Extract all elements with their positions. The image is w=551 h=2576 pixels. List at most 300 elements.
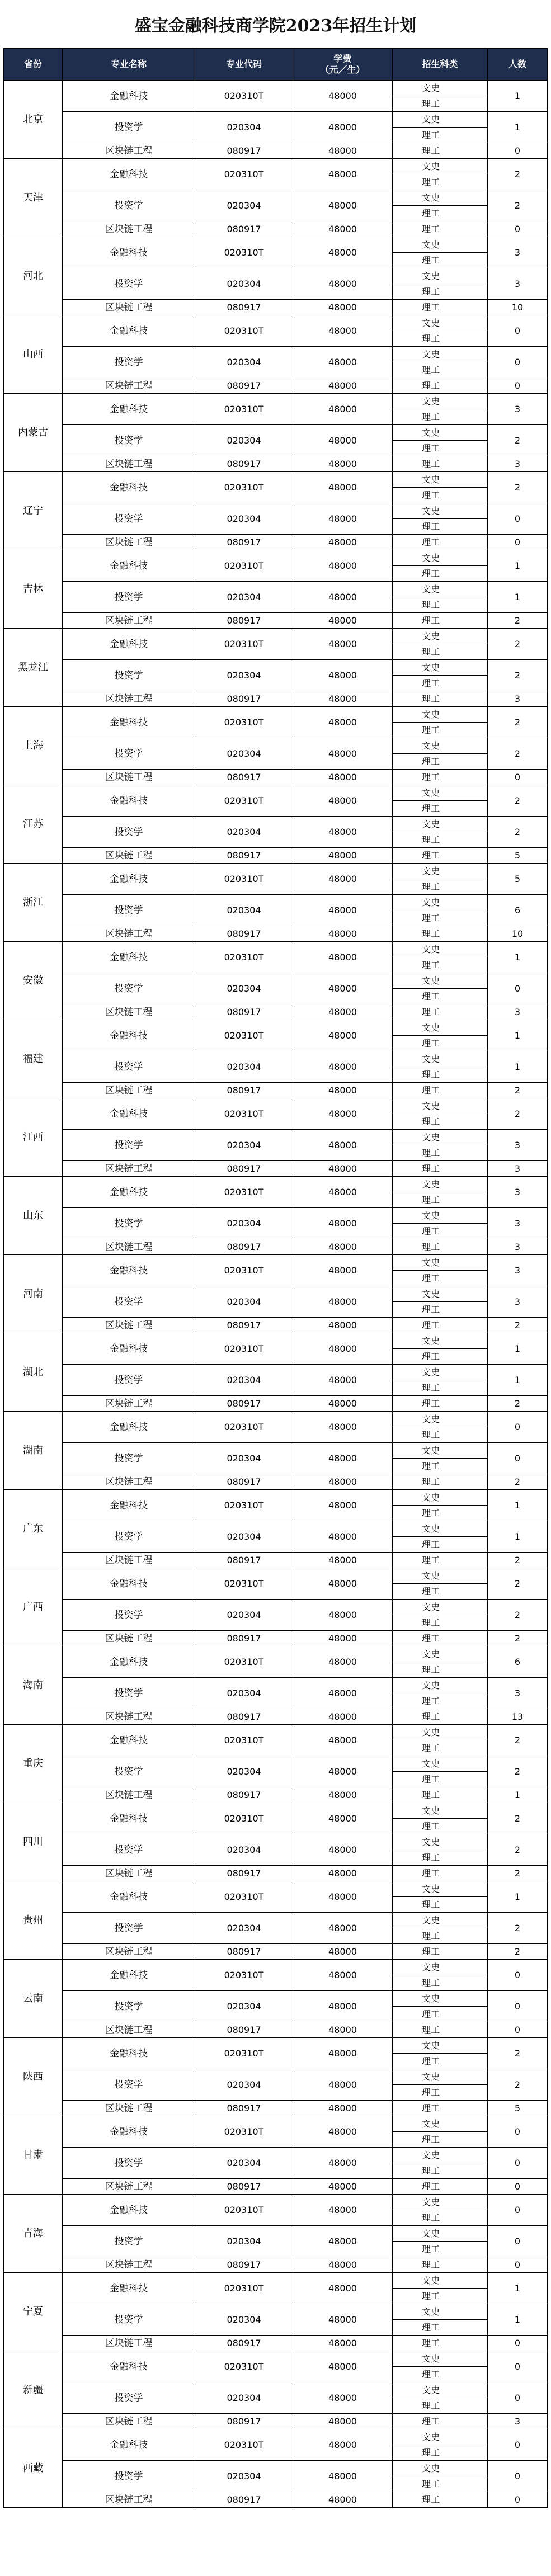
fee-cell: 48000 <box>293 1944 393 1960</box>
count-cell: 3 <box>488 394 548 425</box>
count-cell: 0 <box>488 535 548 550</box>
count-cell: 1 <box>488 2304 548 2336</box>
fee-cell: 48000 <box>293 1255 393 1286</box>
province-cell: 山东 <box>4 1177 63 1255</box>
province-cell: 湖北 <box>4 1333 63 1412</box>
fee-cell: 48000 <box>293 1600 393 1631</box>
subject-cell: 文史 <box>393 864 488 879</box>
table-row <box>4 1333 548 1349</box>
major-cell: 金融科技 <box>63 1960 195 1991</box>
fee-cell: 48000 <box>293 817 393 848</box>
subject-cell: 文史 <box>393 1333 488 1349</box>
province-cell: 海南 <box>4 1646 63 1725</box>
code-cell: 020310T <box>195 472 293 503</box>
subject-cell: 文史 <box>393 660 488 676</box>
major-cell: 区块链工程 <box>63 300 195 315</box>
table-row <box>4 1020 548 1036</box>
major-cell: 区块链工程 <box>63 1239 195 1255</box>
subject-cell: 文史 <box>393 2461 488 2476</box>
table-row <box>4 2414 548 2429</box>
code-cell: 080917 <box>195 1709 293 1725</box>
fee-cell: 48000 <box>293 112 393 143</box>
table-row <box>4 2226 548 2242</box>
province-cell: 河北 <box>4 237 63 315</box>
code-cell: 020310T <box>195 550 293 582</box>
province-cell: 浙江 <box>4 864 63 942</box>
subject-cell: 理工 <box>393 1004 488 1020</box>
table-row <box>4 300 548 315</box>
province-cell: 西藏 <box>4 2429 63 2508</box>
table-row <box>4 1412 548 1427</box>
code-cell: 020304 <box>195 738 293 770</box>
table-row <box>4 535 548 550</box>
fee-cell: 48000 <box>293 2116 393 2148</box>
subject-cell: 文史 <box>393 190 488 206</box>
subject-cell: 理工 <box>393 1975 488 1991</box>
province-cell: 宁夏 <box>4 2273 63 2351</box>
table-row <box>4 1991 548 2007</box>
table-row <box>4 942 548 957</box>
subject-cell: 文史 <box>393 2038 488 2054</box>
fee-cell: 48000 <box>293 190 393 221</box>
major-cell: 投资学 <box>63 1443 195 1474</box>
subject-cell: 理工 <box>393 488 488 503</box>
code-cell: 080917 <box>195 221 293 237</box>
subject-cell: 理工 <box>393 1161 488 1177</box>
table-row <box>4 1051 548 1067</box>
count-cell: 0 <box>488 2429 548 2461</box>
count-cell: 3 <box>488 456 548 472</box>
count-cell: 1 <box>488 1521 548 1553</box>
fee-cell: 48000 <box>293 1474 393 1490</box>
table-row <box>4 738 548 754</box>
major-cell: 金融科技 <box>63 864 195 895</box>
code-cell: 020310T <box>195 394 293 425</box>
subject-cell: 文史 <box>393 973 488 989</box>
table-row <box>4 2148 548 2163</box>
code-cell: 020310T <box>195 1333 293 1365</box>
subject-cell: 文史 <box>393 1286 488 1302</box>
count-cell: 2 <box>488 1803 548 1834</box>
fee-cell: 48000 <box>293 785 393 817</box>
table-row <box>4 1709 548 1725</box>
count-cell: 2 <box>488 629 548 660</box>
code-cell: 020304 <box>195 190 293 221</box>
major-cell: 投资学 <box>63 1756 195 1787</box>
code-cell: 080917 <box>195 691 293 707</box>
fee-cell: 48000 <box>293 2195 393 2226</box>
code-cell: 080917 <box>195 378 293 394</box>
code-cell: 020304 <box>195 1286 293 1318</box>
table-row <box>4 1600 548 1615</box>
count-cell: 0 <box>488 973 548 1004</box>
major-cell: 区块链工程 <box>63 2492 195 2508</box>
table-row <box>4 2195 548 2210</box>
code-cell: 080917 <box>195 2179 293 2195</box>
subject-cell: 理工 <box>393 1067 488 1083</box>
count-cell: 1 <box>488 1490 548 1521</box>
count-cell: 0 <box>488 347 548 378</box>
count-cell: 0 <box>488 2336 548 2351</box>
subject-cell: 理工 <box>393 613 488 629</box>
fee-cell: 48000 <box>293 973 393 1004</box>
subject-cell: 理工 <box>393 910 488 926</box>
subject-cell: 理工 <box>393 2367 488 2382</box>
subject-cell: 文史 <box>393 2226 488 2242</box>
major-cell: 区块链工程 <box>63 1631 195 1646</box>
count-cell: 2 <box>488 1474 548 1490</box>
province-cell: 北京 <box>4 81 63 159</box>
major-cell: 投资学 <box>63 1834 195 1866</box>
count-cell: 1 <box>488 1051 548 1083</box>
major-cell: 金融科技 <box>63 1725 195 1756</box>
fee-cell: 48000 <box>293 1991 393 2022</box>
fee-cell: 48000 <box>293 629 393 660</box>
subject-cell: 理工 <box>393 1506 488 1521</box>
code-cell: 020304 <box>195 973 293 1004</box>
code-cell: 020310T <box>195 1725 293 1756</box>
subject-cell: 理工 <box>393 1709 488 1725</box>
subject-cell: 文史 <box>393 1130 488 1145</box>
subject-cell: 文史 <box>393 1020 488 1036</box>
table-row <box>4 425 548 441</box>
province-cell: 吉林 <box>4 550 63 629</box>
count-cell: 2 <box>488 785 548 817</box>
count-cell: 2 <box>488 1834 548 1866</box>
fee-cell: 48000 <box>293 1396 393 1412</box>
major-cell: 区块链工程 <box>63 691 195 707</box>
count-cell: 5 <box>488 848 548 864</box>
province-cell: 广东 <box>4 1490 63 1568</box>
major-cell: 投资学 <box>63 582 195 613</box>
table-header-row <box>4 49 548 81</box>
fee-cell: 48000 <box>293 1881 393 1913</box>
major-cell: 金融科技 <box>63 2429 195 2461</box>
count-cell: 2 <box>488 1866 548 1881</box>
subject-cell: 文史 <box>393 347 488 362</box>
major-cell: 区块链工程 <box>63 613 195 629</box>
fee-cell: 48000 <box>293 1725 393 1756</box>
count-cell: 0 <box>488 2226 548 2257</box>
province-cell: 重庆 <box>4 1725 63 1803</box>
subject-cell: 文史 <box>393 315 488 331</box>
subject-cell: 文史 <box>393 1365 488 1380</box>
table-row <box>4 770 548 785</box>
count-cell: 3 <box>488 1255 548 1286</box>
fee-cell: 48000 <box>293 1083 393 1098</box>
subject-cell: 理工 <box>393 221 488 237</box>
table-row <box>4 785 548 801</box>
subject-cell: 理工 <box>393 566 488 582</box>
fee-cell: 48000 <box>293 1004 393 1020</box>
table-row <box>4 582 548 597</box>
code-cell: 020304 <box>195 1600 293 1631</box>
subject-cell: 理工 <box>393 879 488 895</box>
major-cell: 金融科技 <box>63 159 195 190</box>
code-cell: 020310T <box>195 1412 293 1443</box>
table-row <box>4 1725 548 1740</box>
subject-cell: 理工 <box>393 1866 488 1881</box>
major-cell: 投资学 <box>63 2148 195 2179</box>
count-cell: 2 <box>488 1553 548 1568</box>
major-cell: 金融科技 <box>63 81 195 112</box>
major-cell: 投资学 <box>63 2226 195 2257</box>
subject-cell: 理工 <box>393 143 488 159</box>
table-row <box>4 1787 548 1803</box>
fee-cell: 48000 <box>293 535 393 550</box>
table-row <box>4 221 548 237</box>
fee-cell: 48000 <box>293 1646 393 1678</box>
fee-cell: 48000 <box>293 237 393 268</box>
count-cell: 0 <box>488 1960 548 1991</box>
count-cell: 13 <box>488 1709 548 1725</box>
document-title: 盛宝金融科技商学院2023年招生计划 <box>134 16 417 36</box>
code-cell: 080917 <box>195 1944 293 1960</box>
subject-cell: 理工 <box>393 1192 488 1208</box>
table-row <box>4 315 548 331</box>
code-cell: 020310T <box>195 1646 293 1678</box>
major-cell: 区块链工程 <box>63 2414 195 2429</box>
major-cell: 金融科技 <box>63 629 195 660</box>
table-row <box>4 1443 548 1459</box>
major-cell: 投资学 <box>63 1130 195 1161</box>
subject-cell: 理工 <box>393 206 488 221</box>
fee-cell: 48000 <box>293 2022 393 2038</box>
table-row <box>4 2461 548 2476</box>
code-cell: 020304 <box>195 503 293 535</box>
fee-cell: 48000 <box>293 1834 393 1866</box>
table-row <box>4 159 548 174</box>
fee-cell: 48000 <box>293 2148 393 2179</box>
table-row <box>4 1944 548 1960</box>
code-cell: 020310T <box>195 1020 293 1051</box>
subject-cell: 文史 <box>393 425 488 441</box>
header-major: 专业名称 <box>63 49 195 81</box>
subject-cell: 理工 <box>393 1380 488 1396</box>
province-cell: 广西 <box>4 1568 63 1646</box>
code-cell: 080917 <box>195 770 293 785</box>
subject-cell: 理工 <box>393 300 488 315</box>
subject-cell: 理工 <box>393 284 488 300</box>
code-cell: 020310T <box>195 1177 293 1208</box>
subject-cell: 文史 <box>393 707 488 723</box>
count-cell: 3 <box>488 1161 548 1177</box>
code-cell: 020304 <box>195 2069 293 2101</box>
major-cell: 投资学 <box>63 660 195 691</box>
fee-cell: 48000 <box>293 942 393 973</box>
code-cell: 020304 <box>195 1130 293 1161</box>
major-cell: 金融科技 <box>63 2116 195 2148</box>
subject-cell: 理工 <box>393 691 488 707</box>
subject-cell: 理工 <box>393 723 488 738</box>
count-cell: 1 <box>488 1365 548 1396</box>
code-cell: 020310T <box>195 159 293 190</box>
subject-cell: 理工 <box>393 2132 488 2148</box>
table-row <box>4 112 548 128</box>
count-cell: 1 <box>488 1787 548 1803</box>
major-cell: 区块链工程 <box>63 1083 195 1098</box>
subject-cell: 理工 <box>393 1474 488 1490</box>
subject-cell: 理工 <box>393 2085 488 2101</box>
major-cell: 投资学 <box>63 190 195 221</box>
province-cell: 甘肃 <box>4 2116 63 2195</box>
fee-cell: 48000 <box>293 2429 393 2461</box>
fee-cell: 48000 <box>293 864 393 895</box>
major-cell: 区块链工程 <box>63 1944 195 1960</box>
count-cell: 2 <box>488 738 548 770</box>
major-cell: 区块链工程 <box>63 1004 195 1020</box>
subject-cell: 文史 <box>393 1600 488 1615</box>
subject-cell: 理工 <box>393 1396 488 1412</box>
table-row <box>4 1004 548 1020</box>
count-cell: 2 <box>488 2069 548 2101</box>
major-cell: 金融科技 <box>63 785 195 817</box>
province-cell: 天津 <box>4 159 63 237</box>
major-cell: 区块链工程 <box>63 1553 195 1568</box>
table-row <box>4 1318 548 1333</box>
province-cell: 青海 <box>4 2195 63 2273</box>
fee-cell: 48000 <box>293 1490 393 1521</box>
fee-cell: 48000 <box>293 1020 393 1051</box>
fee-cell: 48000 <box>293 2257 393 2273</box>
count-cell: 0 <box>488 143 548 159</box>
table-row <box>4 1553 548 1568</box>
count-cell: 2 <box>488 1913 548 1944</box>
table-row <box>4 2257 548 2273</box>
subject-cell: 文史 <box>393 1725 488 1740</box>
fee-cell: 48000 <box>293 1803 393 1834</box>
province-cell: 江西 <box>4 1098 63 1177</box>
header-fee-line1: 学费 <box>333 53 352 64</box>
fee-cell: 48000 <box>293 1177 393 1208</box>
code-cell: 080917 <box>195 1161 293 1177</box>
count-cell: 2 <box>488 159 548 190</box>
code-cell: 080917 <box>195 1396 293 1412</box>
table-row <box>4 2304 548 2320</box>
fee-cell: 48000 <box>293 1866 393 1881</box>
subject-cell: 理工 <box>393 2179 488 2195</box>
major-cell: 投资学 <box>63 973 195 1004</box>
table-row <box>4 2116 548 2132</box>
fee-cell: 48000 <box>293 738 393 770</box>
code-cell: 020304 <box>195 1756 293 1787</box>
table-row <box>4 2492 548 2508</box>
fee-cell: 48000 <box>293 472 393 503</box>
subject-cell: 理工 <box>393 1928 488 1944</box>
count-cell: 10 <box>488 300 548 315</box>
subject-cell: 文史 <box>393 1098 488 1114</box>
table-row <box>4 190 548 206</box>
subject-cell: 理工 <box>393 1553 488 1568</box>
table-row <box>4 1521 548 1537</box>
subject-cell: 理工 <box>393 957 488 973</box>
code-cell: 080917 <box>195 1631 293 1646</box>
code-cell: 080917 <box>195 926 293 942</box>
major-cell: 金融科技 <box>63 1020 195 1051</box>
major-cell: 金融科技 <box>63 2351 195 2382</box>
count-cell: 3 <box>488 1130 548 1161</box>
subject-cell: 理工 <box>393 409 488 425</box>
subject-cell: 文史 <box>393 1490 488 1506</box>
subject-cell: 文史 <box>393 1051 488 1067</box>
count-cell: 2 <box>488 190 548 221</box>
subject-cell: 文史 <box>393 2304 488 2320</box>
province-cell: 山西 <box>4 315 63 394</box>
fee-cell: 48000 <box>293 1756 393 1787</box>
subject-cell: 文史 <box>393 738 488 754</box>
province-cell: 贵州 <box>4 1881 63 1960</box>
subject-cell: 文史 <box>393 1412 488 1427</box>
major-cell: 金融科技 <box>63 1255 195 1286</box>
subject-cell: 理工 <box>393 2101 488 2116</box>
table-row <box>4 143 548 159</box>
count-cell: 2 <box>488 1318 548 1333</box>
table-row <box>4 817 548 832</box>
fee-cell: 48000 <box>293 503 393 535</box>
subject-cell: 文史 <box>393 394 488 409</box>
code-cell: 020304 <box>195 1678 293 1709</box>
major-cell: 金融科技 <box>63 1881 195 1913</box>
major-cell: 金融科技 <box>63 2195 195 2226</box>
count-cell: 0 <box>488 1443 548 1474</box>
subject-cell: 理工 <box>393 1459 488 1474</box>
count-cell: 2 <box>488 1600 548 1631</box>
fee-cell: 48000 <box>293 1412 393 1443</box>
count-cell: 6 <box>488 895 548 926</box>
header-subject: 招生科类 <box>393 49 488 81</box>
fee-cell: 48000 <box>293 1208 393 1239</box>
header-count: 人数 <box>488 49 548 81</box>
province-cell: 新疆 <box>4 2351 63 2429</box>
fee-cell: 48000 <box>293 300 393 315</box>
count-cell: 3 <box>488 2414 548 2429</box>
code-cell: 020304 <box>195 2226 293 2257</box>
fee-cell: 48000 <box>293 550 393 582</box>
province-cell: 湖南 <box>4 1412 63 1490</box>
table-row <box>4 1834 548 1850</box>
table-row <box>4 973 548 989</box>
major-cell: 区块链工程 <box>63 770 195 785</box>
count-cell: 0 <box>488 770 548 785</box>
subject-cell: 理工 <box>393 676 488 691</box>
code-cell: 080917 <box>195 456 293 472</box>
major-cell: 投资学 <box>63 1521 195 1553</box>
code-cell: 080917 <box>195 2022 293 2038</box>
fee-cell: 48000 <box>293 1365 393 1396</box>
subject-cell: 文史 <box>393 895 488 910</box>
subject-cell: 理工 <box>393 770 488 785</box>
subject-cell: 文史 <box>393 1208 488 1224</box>
table-row <box>4 2429 548 2445</box>
code-cell: 020304 <box>195 1051 293 1083</box>
count-cell: 3 <box>488 268 548 300</box>
subject-cell: 文史 <box>393 1803 488 1819</box>
subject-cell: 文史 <box>393 2273 488 2289</box>
subject-cell: 理工 <box>393 2210 488 2226</box>
count-cell: 1 <box>488 550 548 582</box>
fee-cell: 48000 <box>293 1521 393 1553</box>
major-cell: 区块链工程 <box>63 1787 195 1803</box>
subject-cell: 理工 <box>393 456 488 472</box>
subject-cell: 文史 <box>393 1678 488 1693</box>
table-row <box>4 237 548 253</box>
subject-cell: 理工 <box>393 2336 488 2351</box>
fee-cell: 48000 <box>293 1333 393 1365</box>
fee-cell: 48000 <box>293 1161 393 1177</box>
code-cell: 020310T <box>195 2038 293 2069</box>
count-cell: 3 <box>488 1004 548 1020</box>
code-cell: 020304 <box>195 425 293 456</box>
